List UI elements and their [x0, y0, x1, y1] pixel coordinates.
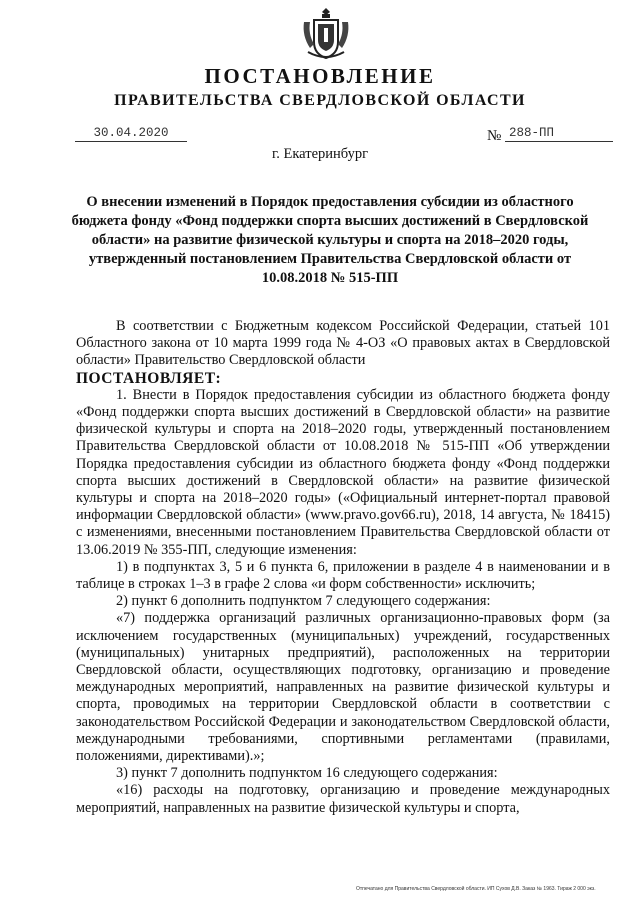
- paragraph-1: 1. Внести в Порядок предоставления субсидии из областного бюджета фонду «Фонд поддержки спорта высших достижений в Свердловской области» на развитие физической культуры и спорта на 2018–2020 годы, утвержденный постановлением Правительства Свердловской области от 10.08.2018 № 515-ПП «Об утверждении Порядка предоставления субсидии из областного бюджета фонду «Фонд поддержки спорта высших достижений в Свердловской области» на развитие физической культуры и спорта на 2018–2020 годы» («Официальный интернет-портал правовой информации Свердловской области» (www.pravo.gov66.ru), 2018, 14 августа, № 18415) с изменениями, внесенными постановлением Правительства Свердловской области от 13.06.2019 № 355-ПП, следующие изменения:: [76, 386, 610, 558]
- print-footer: Отпечатано для Правительства Свердловской области. ИП Сухов Д.В. Заказ № 1963. Тираж 2 000 экз.: [356, 886, 596, 892]
- paragraph-3: 2) пункт 6 дополнить подпунктом 7 следующего содержания:: [116, 593, 491, 610]
- document-title: ПОСТАНОВЛЕНИЕ: [204, 64, 436, 88]
- document-date: 30.04.2020: [75, 126, 187, 142]
- paragraph-5: 3) пункт 7 дополнить подпунктом 16 следующего содержания:: [116, 765, 498, 782]
- paragraph-2: 1) в подпунктах 3, 5 и 6 пункта 6, приложении в разделе 4 в наименовании и в таблице в строках 1–3 в графе 2 слова «и форм собственности» исключить;: [76, 558, 610, 593]
- intro-paragraph: В соответствии с Бюджетным кодексом Российской Федерации, статьей 101 Областного закона от 10 марта 1999 года № 4-ОЗ «О правовых актах в Свердловской области» Правительство Свердловской области: [76, 318, 610, 369]
- document-heading: О внесении изменений в Порядок предоставления субсидии из областного бюджета фонду «Фонд поддержки спорта высших достижений в Свердловской области» на развитие физической культуры и спорта на 2018–2020 годы, утвержденный постановлением Правительства Свердловской области от 10.08.2018 № 515-ПП: [71, 194, 589, 286]
- paragraph-4: «7) поддержка организаций различных организационно-правовых форм (за исключением государственных (муниципальных) учреждений, государственных (муниципальных) унитарных предприятий), расположенных на территории Свердловской области, осуществляющих подготовку, организацию и проведение международных мероприятий, направленных на развитие физической культуры и спорта, проводимых на территории Свердловской области в соответствии с законодательством Российской Федерации и законодательством Свердловской области, международными требованиями, спортивными регламентами (правилами, положениями, директивами).»;: [76, 610, 610, 765]
- paragraph-6: «16) расходы на подготовку, организацию и проведение международных мероприятий, направленных на развитие физической культуры и спорта,: [76, 782, 610, 816]
- city: г. Екатеринбург: [271, 146, 369, 162]
- coat-of-arms-icon: [300, 6, 352, 64]
- document-subtitle: ПРАВИТЕЛЬСТВА СВЕРДЛОВСКОЙ ОБЛАСТИ: [114, 92, 526, 109]
- document-body: [76, 318, 610, 817]
- document-number: 288-ПП: [505, 126, 613, 142]
- resolve-word: ПОСТАНОВЛЯЕТ:: [76, 369, 222, 387]
- number-label: №: [487, 128, 502, 144]
